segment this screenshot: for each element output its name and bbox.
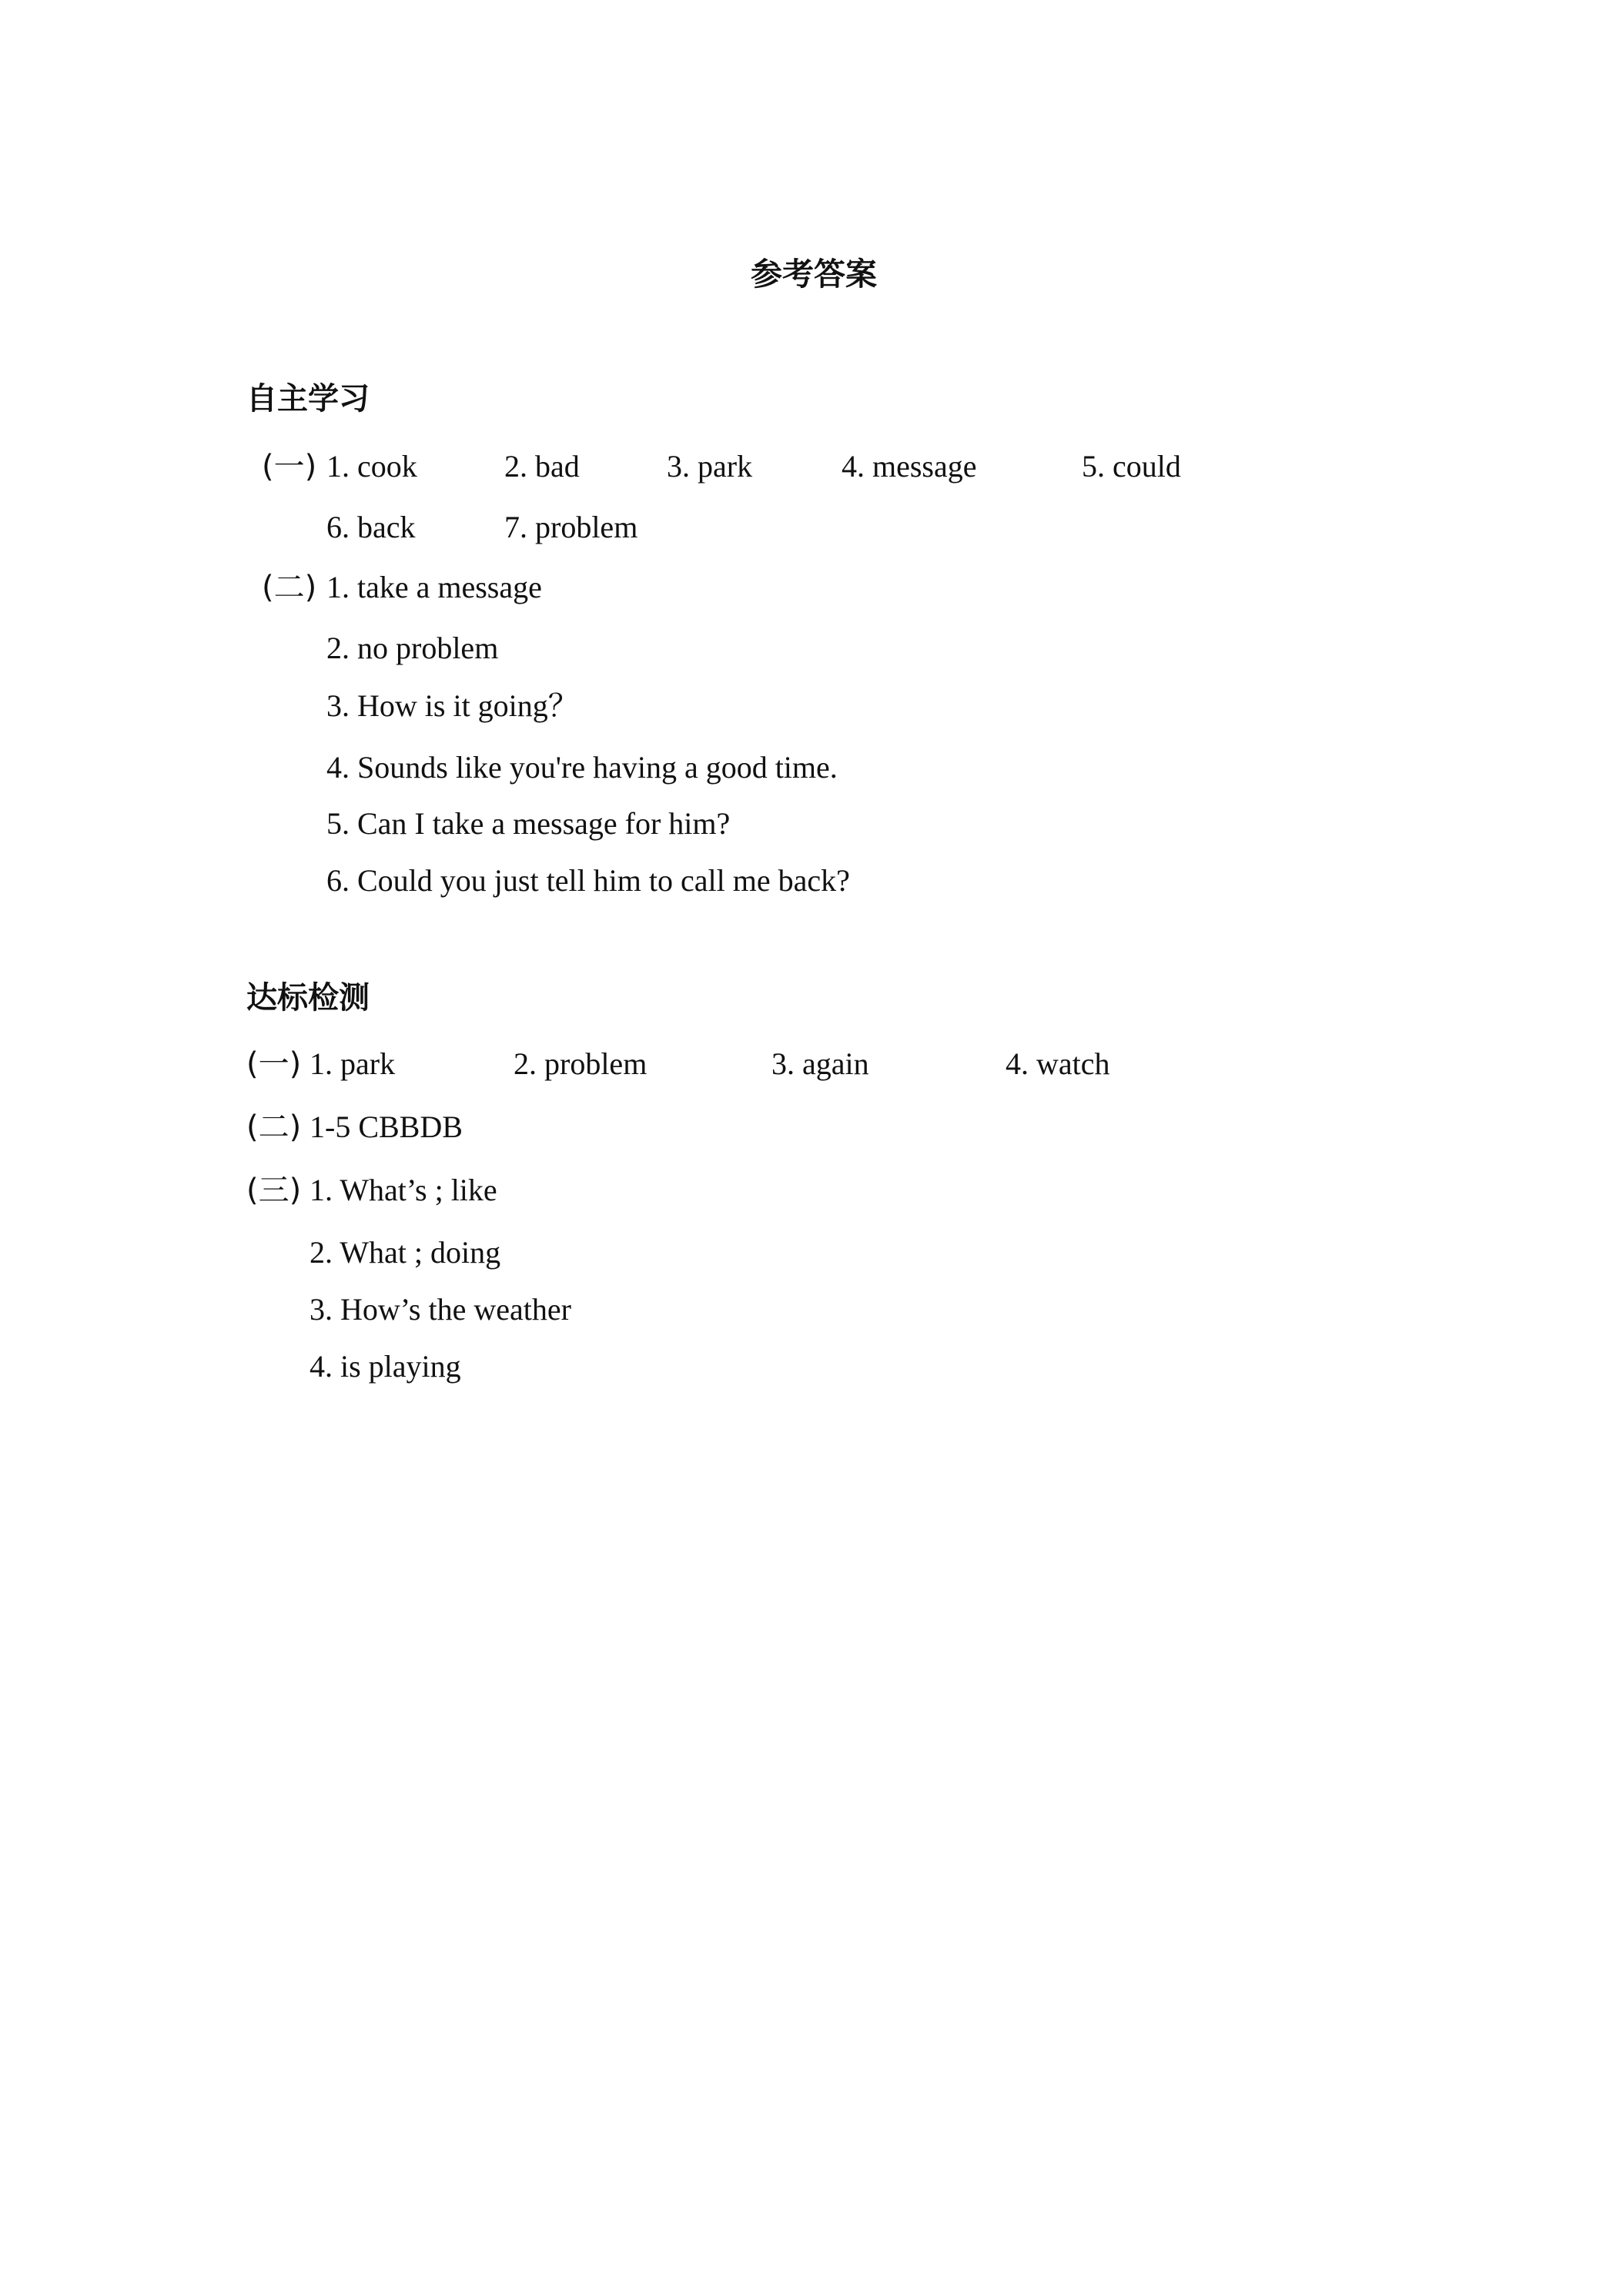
answer-item: 2. bad bbox=[504, 449, 580, 484]
answer-item: 3. How’s the weather bbox=[310, 1292, 571, 1327]
answer-item: 6. back bbox=[326, 510, 416, 544]
answer-item: 2. problem bbox=[514, 1046, 648, 1081]
part-label: (一) bbox=[262, 449, 317, 484]
part-label: (二) bbox=[246, 1110, 302, 1145]
section-heading-self-study: 自主学习 bbox=[246, 381, 370, 417]
answer-item: 1-5 CBBDB bbox=[310, 1110, 463, 1144]
answer-item: 4. watch bbox=[1006, 1046, 1110, 1081]
answer-item: 3. again bbox=[771, 1046, 869, 1081]
answer-item: 4. Sounds like you're having a good time. bbox=[326, 750, 838, 785]
answer-item: 3. park bbox=[667, 449, 753, 484]
answer-item: 3. How is it going？ bbox=[326, 688, 579, 723]
answer-item: 2. What ; doing bbox=[310, 1235, 501, 1270]
section-heading-assessment: 达标检测 bbox=[246, 980, 370, 1016]
answer-item: 1. take a message bbox=[326, 570, 542, 604]
answer-item: 7. problem bbox=[504, 510, 638, 544]
answer-item: 5. Can I take a message for him? bbox=[326, 806, 731, 841]
page-title: 参考答案 bbox=[751, 256, 877, 293]
answer-item: 2. no problem bbox=[326, 631, 499, 665]
answer-item: 1. cook bbox=[326, 449, 417, 484]
answer-item: 6. Could you just tell him to call me back? bbox=[326, 863, 850, 898]
answer-item: 1. park bbox=[310, 1046, 396, 1081]
part-label: (一) bbox=[246, 1046, 302, 1082]
answer-item: 4. is playing bbox=[310, 1349, 461, 1384]
part-label: (二) bbox=[262, 570, 317, 605]
answer-item: 1. What’s ; like bbox=[310, 1173, 497, 1207]
answer-item: 5. could bbox=[1082, 449, 1181, 484]
part-label: (三) bbox=[246, 1173, 302, 1208]
answer-item: 4. message bbox=[842, 449, 977, 484]
